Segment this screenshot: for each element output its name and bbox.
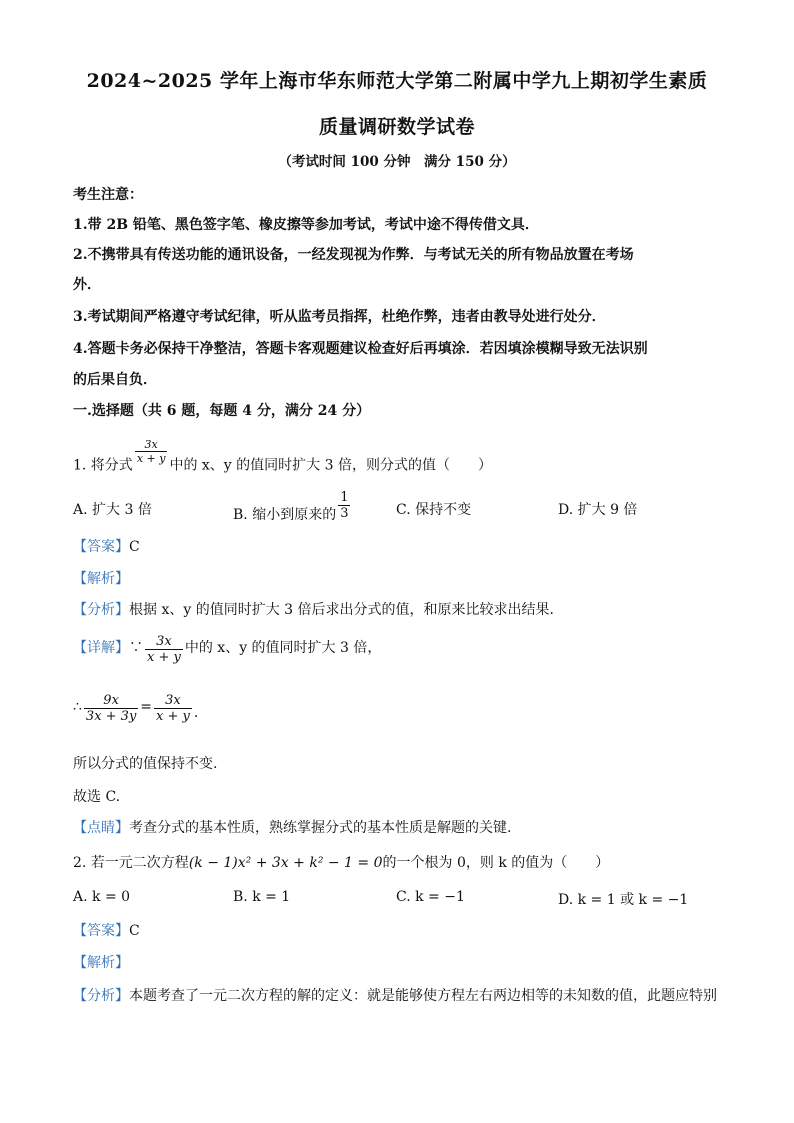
q1-fraction — [135, 438, 168, 465]
q2-stem-prefix: 2. 若一元二次方程 — [73, 855, 189, 871]
q2-option-d: D. k = 1 或 k = −1 — [558, 892, 689, 908]
q1-option-b-fraction — [338, 490, 350, 521]
exam-info: （考试时间 100 分钟 满分 150 分） — [278, 154, 516, 170]
notice-item-2: 2.不携带具有传送功能的通讯设备，一经发现视为作弊．与考试无关的所有物品放置在考场 — [73, 247, 634, 263]
q1-because-symbol: ∵ — [129, 639, 143, 656]
q1-conclusion: 所以分式的值保持不变. — [73, 756, 218, 772]
q1-eq-sign: = — [140, 698, 153, 715]
q1-answer-tag: 【答案】 — [73, 539, 129, 555]
q1-xiangjie-denominator: x + y — [147, 650, 181, 665]
q1-dianjing-tag: 【点睛】 — [73, 820, 129, 836]
question-2-stem — [73, 852, 609, 872]
q1-option-c: C. 保持不变 — [396, 502, 472, 518]
q1-answer — [73, 536, 140, 556]
q2-answer — [73, 920, 140, 940]
q1-fenxi — [73, 599, 564, 619]
q1-dianjing-text: 考查分式的基本性质，熟练掌握分式的基本性质是解题的关键. — [129, 820, 512, 836]
exam-title-line2: 质量调研数学试卷 — [318, 116, 475, 138]
q2-fenxi-text: 本题考查了一元二次方程的解的定义：就是能够使方程左右两边相等的未知数的值，此题应特别 — [129, 988, 717, 1004]
notice-item-1: 1.带 2B 铅笔、黑色签字笔、橡皮擦等参加考试，考试中途不得传借文具． — [73, 217, 539, 233]
q2-option-c: C. k = −1 — [396, 889, 465, 905]
q1-eq-left-denominator: 3x + 3y — [85, 709, 137, 724]
q1-fenxi-text: 根据 x、y 的值同时扩大 3 倍后求出分式的值，和原来比较求出结果． — [129, 602, 564, 618]
q1-eq-left-fraction — [84, 693, 138, 724]
q1-therefore-symbol: ∴ — [73, 698, 82, 715]
notice-heading: 考生注意： — [73, 187, 143, 203]
q2-fenxi — [73, 985, 717, 1005]
q1-xiangjie-numerator: 3x — [156, 634, 172, 649]
notice-item-2-cont: 外． — [73, 277, 101, 293]
exam-title-line1: 2024~2025 学年上海市华东师范大学第二附属中学九上期初学生素质 — [86, 70, 708, 92]
q1-xiangjie-fraction — [145, 634, 183, 665]
q1-dianjing — [73, 817, 511, 837]
q2-answer-tag: 【答案】 — [73, 923, 129, 939]
q2-fenxi-tag: 【分析】 — [73, 988, 129, 1004]
q1-fenxi-tag: 【分析】 — [73, 602, 129, 618]
q2-answer-value: C — [129, 923, 140, 939]
notice-item-4-cont: 的后果自负． — [73, 372, 157, 388]
q1-eq-left-numerator: 9x — [103, 693, 119, 708]
q1-option-a: A. 扩大 3 倍 — [73, 502, 152, 518]
q2-analysis-tag: 【解析】 — [73, 955, 129, 971]
q1-eq-right-denominator: x + y — [156, 709, 190, 724]
notice-item-3: 3.考试期间严格遵守考试纪律，听从监考员指挥，杜绝作弊，违者由教导处进行处分． — [73, 309, 606, 325]
q2-option-a: A. k = 0 — [73, 889, 131, 905]
notice-item-4: 4.答题卡务必保持干净整洁，答题卡客观题建议检查好后再填涂．若因填涂模糊导致无法识别 — [73, 341, 648, 357]
q1-eq-right-numerator: 3x — [165, 693, 181, 708]
q1-frac-denominator: x + y — [136, 452, 166, 465]
q1-suffix: 中的 x、y 的值同时扩大 3 倍，则分式的值（ ） — [169, 457, 492, 474]
q1-analysis-tag: 【解析】 — [73, 571, 129, 587]
q1-option-b-denominator: 3 — [340, 506, 349, 521]
q1-prefix: 1. 将分式 — [73, 457, 133, 474]
q2-equation: (k − 1)x² + 3x + k² − 1 = 0 — [188, 855, 383, 871]
q1-option-b — [233, 490, 352, 521]
q1-equation — [73, 693, 198, 724]
question-1-stem — [73, 438, 492, 479]
q1-option-b-numerator: 1 — [340, 490, 349, 505]
q2-option-b: B. k = 1 — [233, 889, 291, 905]
q2-stem-suffix: 的一个根为 0，则 k 的值为（ ） — [382, 855, 610, 871]
q1-eq-right-fraction — [154, 693, 192, 724]
section-heading: 一.选择题（共 6 题，每题 4 分，满分 24 分） — [73, 403, 371, 419]
q1-answer-value: C — [129, 539, 140, 555]
q1-xiangjie — [73, 634, 381, 665]
q1-option-d: D. 扩大 9 倍 — [558, 502, 638, 518]
q1-eq-end: . — [193, 704, 199, 721]
q1-option-b-text: B. 缩小到原来的 — [233, 506, 337, 523]
q1-xiangjie-tag: 【详解】 — [73, 639, 129, 656]
q1-frac-numerator: 3x — [144, 438, 158, 451]
q1-xiangjie-suffix: 中的 x、y 的值同时扩大 3 倍， — [184, 639, 382, 656]
q1-choice: 故选 C. — [73, 789, 121, 805]
